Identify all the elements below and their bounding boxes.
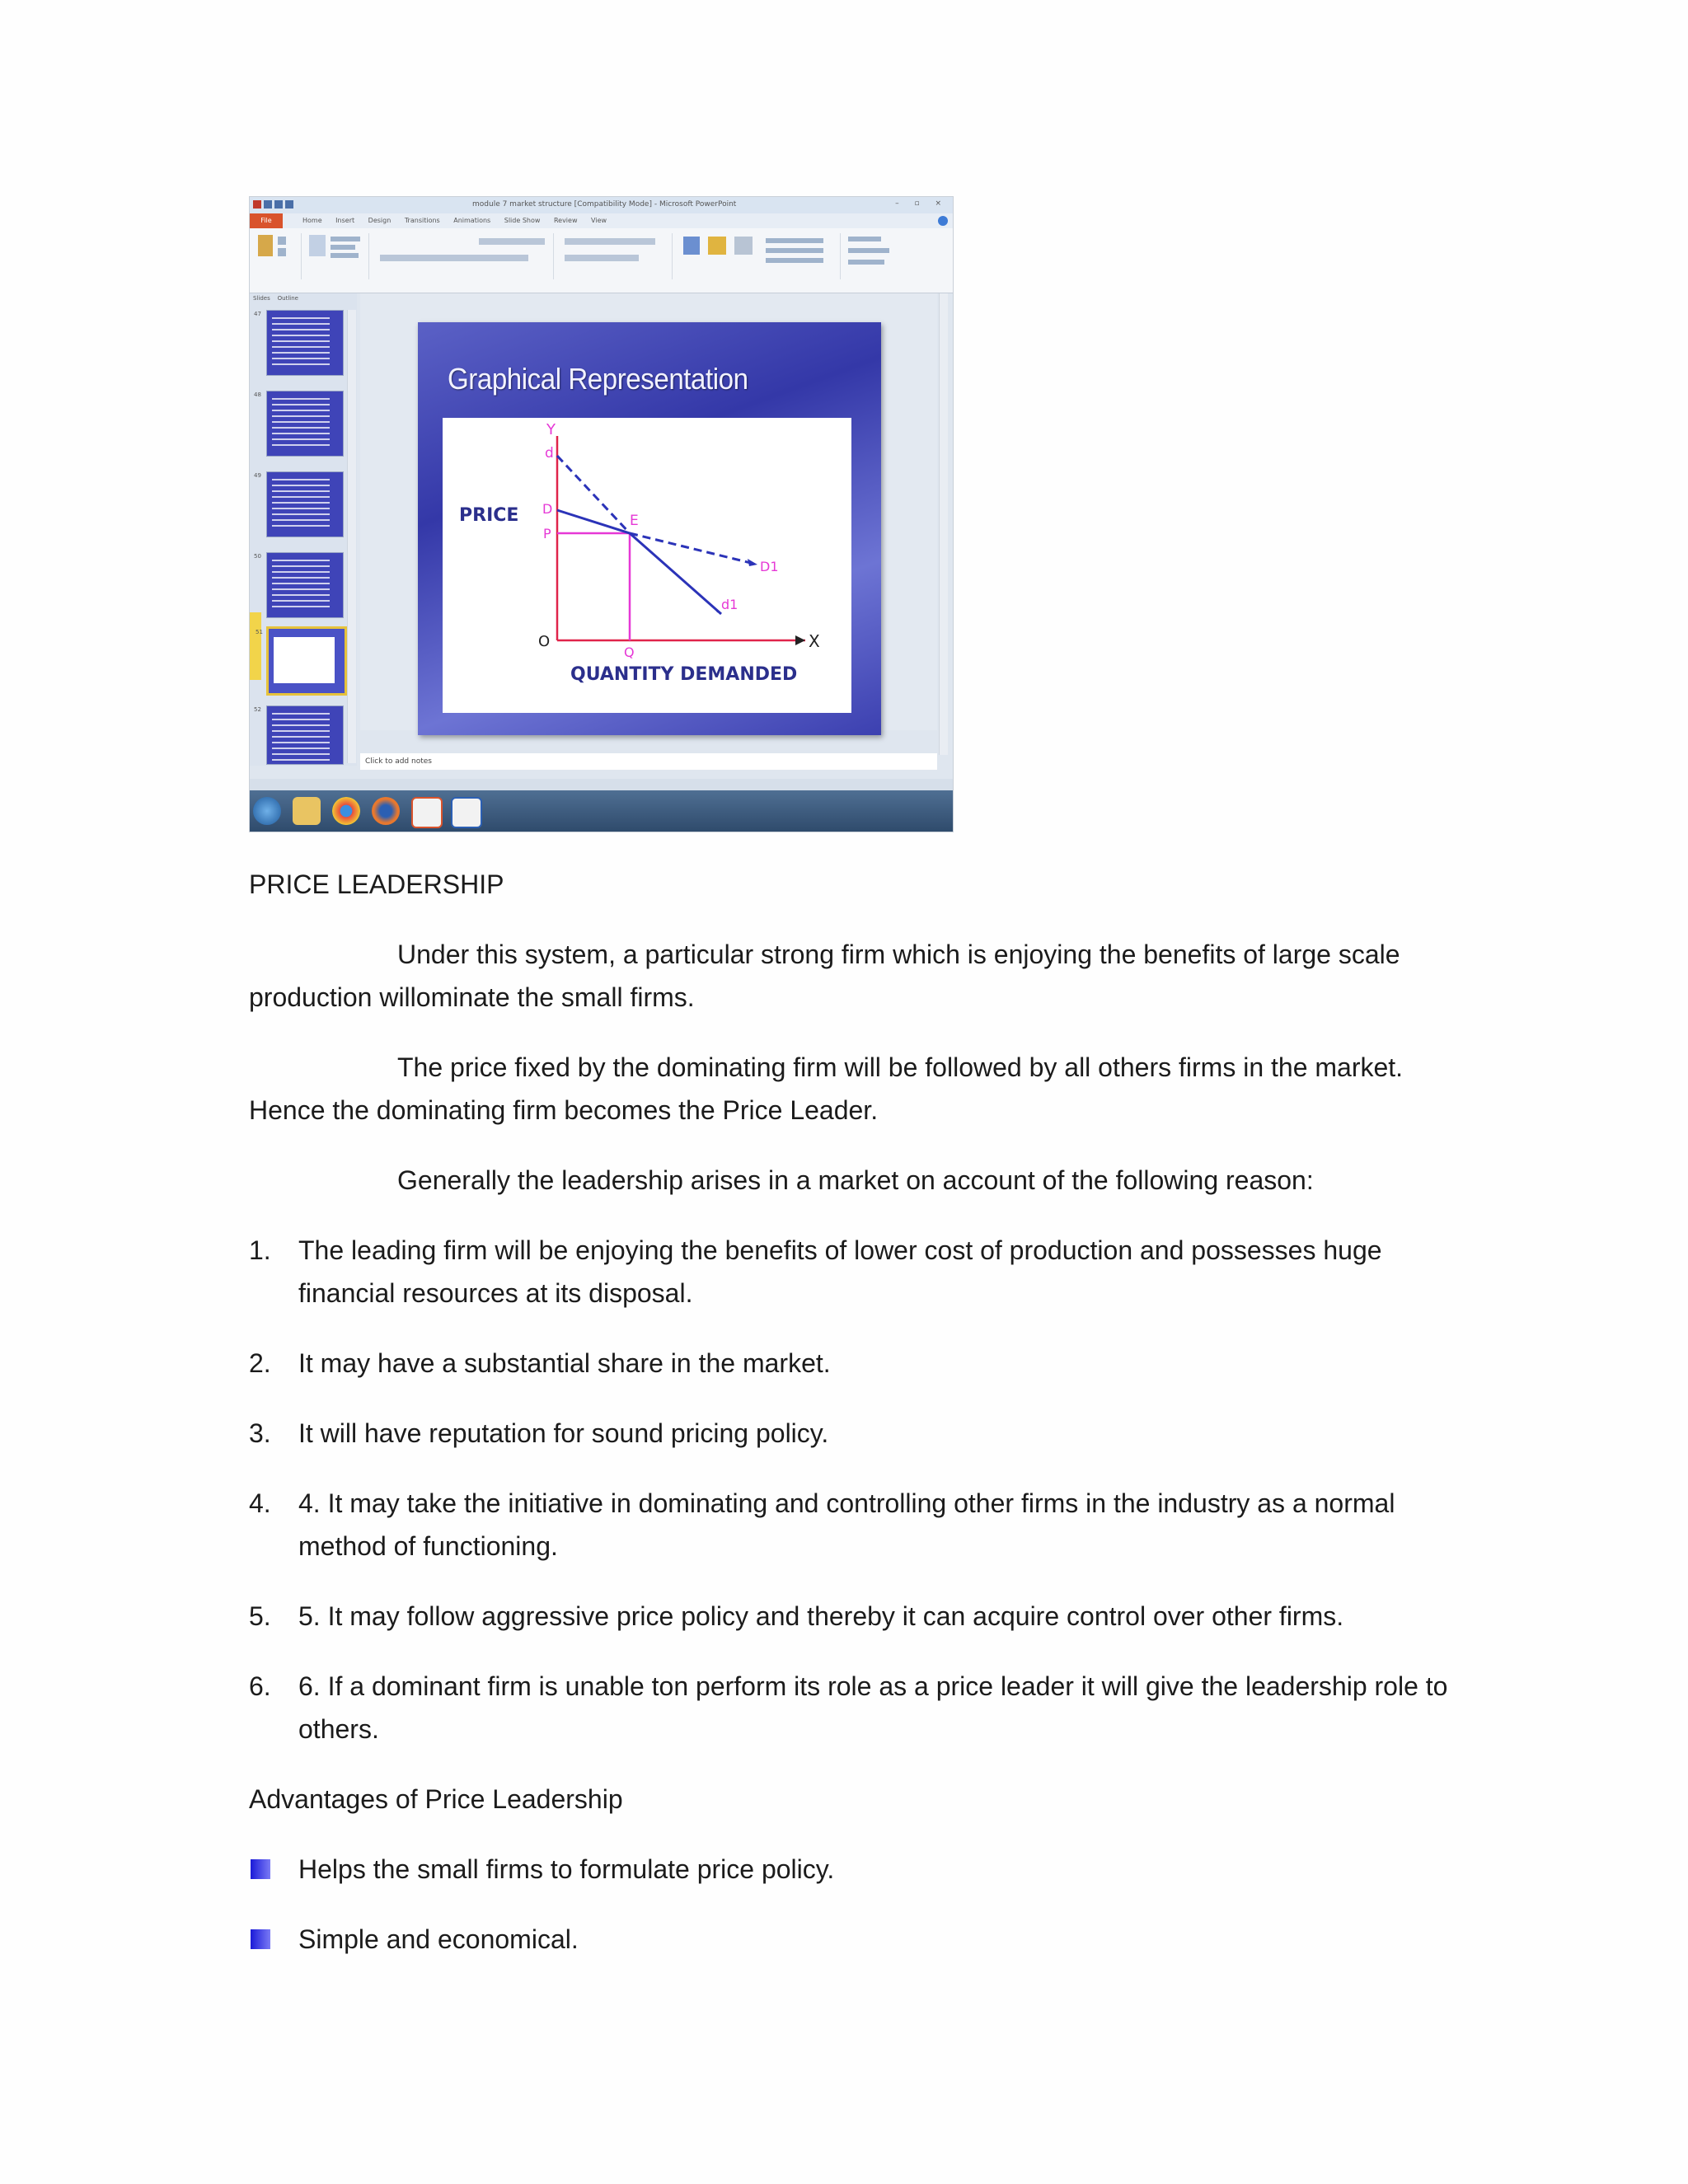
- status-bar: [250, 779, 953, 790]
- label-d: d: [545, 445, 554, 462]
- bullet-square-icon: [251, 1929, 270, 1949]
- label-P: P: [543, 526, 551, 541]
- window-title: module 7 market structure [Compatibility Mode] - Microsoft PowerPoint: [472, 200, 737, 209]
- paragraph: [249, 1046, 1485, 1132]
- window-controls: – ▫ ×: [895, 199, 948, 208]
- demand-diagram: [443, 418, 851, 713]
- windows-taskbar: [250, 790, 953, 832]
- tab-animations: Animations: [453, 217, 491, 224]
- document-body: [249, 863, 1485, 1988]
- demand-curve-D-upper: [557, 510, 630, 533]
- bullet-square-icon: [251, 1859, 270, 1879]
- pane-tab-outline: Outline: [277, 295, 298, 302]
- tab-review: Review: [553, 217, 578, 224]
- section-heading: PRICE LEADERSHIP: [249, 869, 504, 899]
- list-number: 1.: [249, 1235, 271, 1265]
- thumb-number: 50: [254, 553, 261, 560]
- thumb-number: 51: [256, 629, 263, 635]
- list-text: It will have reputation for sound pricing policy.: [298, 1418, 829, 1448]
- window-titlebar: [250, 197, 953, 213]
- arrow-x: [795, 635, 805, 645]
- thumb-number: 52: [254, 706, 261, 713]
- paragraph: [249, 933, 1485, 1019]
- label-x: X: [809, 631, 820, 651]
- list-text: Simple and economical.: [298, 1924, 579, 1954]
- ribbon: [250, 228, 953, 293]
- list-item: [249, 1848, 1485, 1891]
- tab-view: View: [591, 217, 607, 224]
- paragraph-text: The price fixed by the dominating firm will be followed by all others firms in the market. Hence the dominating firm becomes the Price Leader.: [249, 1052, 1404, 1125]
- reasons-list: [249, 1229, 1485, 1750]
- advantages-heading: Advantages of Price Leadership: [249, 1784, 623, 1814]
- slide-chart: [443, 418, 851, 713]
- list-item: [249, 1482, 1485, 1568]
- arrow-D1: [748, 559, 757, 566]
- tab-slide-show: Slide Show: [504, 217, 541, 224]
- list-item: [249, 1412, 1485, 1455]
- slide-thumbnail-pane: [250, 293, 357, 766]
- list-text: 6. If a dominant firm is unable ton perform its role as a price leader it will give the leadership role to others.: [298, 1671, 1448, 1744]
- list-item: [249, 1342, 1485, 1385]
- list-number: 5.: [249, 1601, 271, 1631]
- powerpoint-icon: [411, 797, 443, 828]
- file-tab: File: [250, 213, 283, 228]
- firefox-icon: [372, 797, 400, 825]
- label-Q: Q: [624, 644, 635, 660]
- tab-transitions: Transitions: [404, 217, 440, 224]
- paragraph-text: Generally the leadership arises in a market on account of the following reason:: [397, 1165, 1314, 1195]
- start-icon: [253, 797, 281, 825]
- label-D1: D1: [760, 559, 779, 574]
- list-item: [249, 1595, 1485, 1638]
- thumb-number: 49: [254, 472, 261, 479]
- list-number: 2.: [249, 1348, 271, 1378]
- pane-tab-slides: Slides: [253, 295, 270, 302]
- tab-design: Design: [368, 217, 392, 224]
- help-icon: [938, 216, 948, 226]
- list-number: 6.: [249, 1671, 271, 1701]
- list-item: [249, 1665, 1485, 1750]
- folder-icon: [293, 797, 321, 825]
- label-D: D: [542, 501, 553, 517]
- slide-thumbnail: [254, 310, 344, 376]
- list-number: 4.: [249, 1488, 271, 1518]
- label-d1: d1: [721, 597, 738, 612]
- slide-thumbnail: [254, 705, 344, 765]
- slide-thumbnail: [254, 471, 344, 537]
- slide-thumbnail: [254, 391, 344, 457]
- drawing-group: [675, 233, 841, 279]
- chrome-icon: [332, 797, 360, 825]
- clipboard-group: [253, 233, 302, 279]
- ribbon-tabs: [250, 213, 953, 228]
- slide-thumbnail: [254, 552, 344, 618]
- thumb-scrollbar: [347, 310, 356, 763]
- quick-access-toolbar: [253, 200, 319, 210]
- editing-group: [843, 233, 909, 279]
- selected-thumb-highlight: [250, 612, 261, 680]
- thumb-number: 48: [254, 391, 261, 398]
- slide-title: Graphical Representation: [448, 362, 748, 396]
- notes-pane: Click to add notes: [360, 753, 937, 770]
- label-E: E: [630, 513, 639, 529]
- list-number: 3.: [249, 1418, 271, 1448]
- word-icon: [451, 797, 482, 828]
- paragraph: [249, 1159, 1485, 1202]
- slide-canvas: [418, 322, 881, 735]
- thumb-number: 47: [254, 311, 261, 317]
- list-text: Helps the small firms to formulate price policy.: [298, 1854, 835, 1884]
- label-quantity-demanded: QUANTITY DEMANDED: [570, 664, 798, 685]
- tab-home: Home: [302, 217, 322, 224]
- label-y: Y: [546, 421, 556, 438]
- list-item: [249, 1229, 1485, 1315]
- list-text: 5. It may follow aggressive price policy and thereby it can acquire control over other firms.: [298, 1601, 1344, 1631]
- list-text: It may have a substantial share in the market.: [298, 1348, 831, 1378]
- slides-group: [304, 233, 369, 279]
- slide-thumbnail-selected: [256, 626, 347, 696]
- label-origin: O: [538, 633, 551, 650]
- font-group: [372, 233, 554, 279]
- editor-scrollbar: [939, 293, 948, 755]
- advantages-list: [249, 1848, 1485, 1961]
- pane-tabs: [253, 295, 352, 307]
- paragraph-group: [556, 233, 673, 279]
- list-text: 4. It may take the initiative in dominating and controlling other firms in the industry as a normal method of functioning.: [298, 1488, 1395, 1561]
- paragraph-text: Under this system, a particular strong firm which is enjoying the benefits of large scale production willominate the small firms.: [249, 940, 1400, 1012]
- list-item: [249, 1918, 1485, 1961]
- list-text: The leading firm will be enjoying the benefits of lower cost of production and possesses huge financial resources at its disposal.: [298, 1235, 1382, 1308]
- label-price: PRICE: [459, 505, 519, 526]
- tab-insert: Insert: [335, 217, 355, 224]
